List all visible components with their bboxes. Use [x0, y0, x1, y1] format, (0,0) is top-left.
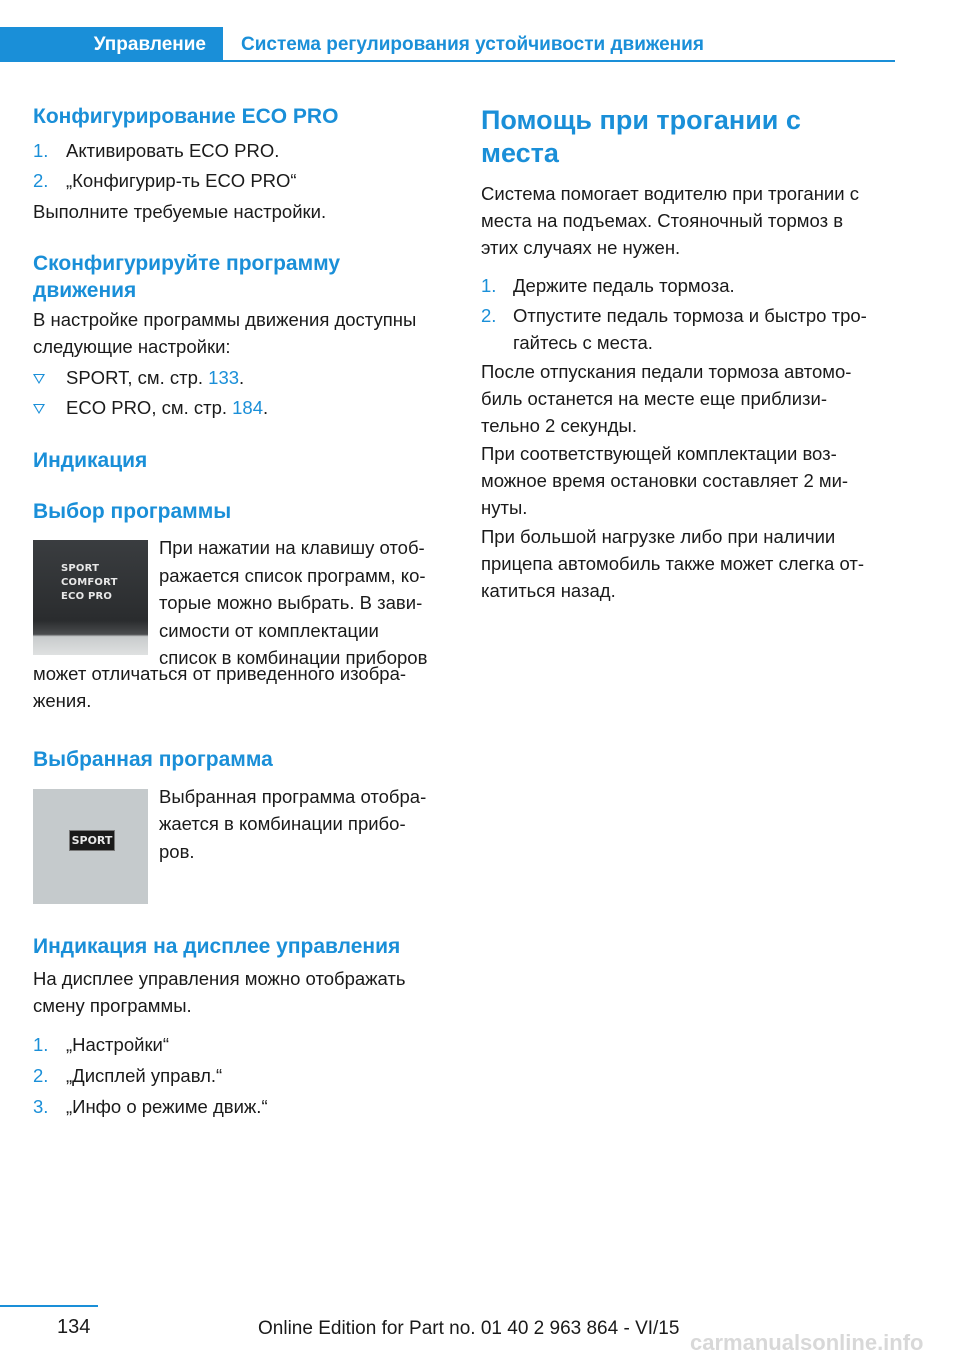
header-rule	[223, 60, 895, 62]
choice-text-line: ражается список программ, ко-	[159, 565, 426, 586]
eco-step-1: Активировать ECO PRO.	[66, 140, 280, 161]
option-sport: SPORT, см. стр. 133.	[66, 367, 245, 388]
para3-line: прицепа автомобиль также может слегка от-	[481, 553, 864, 574]
control-text-line: смену программы.	[33, 995, 192, 1016]
display-menu-item: ECO PRO	[61, 591, 113, 602]
control-step-3: „Инфо о режиме движ.“	[66, 1096, 268, 1117]
section-title[interactable]: Система регулирования устойчивости движения	[241, 34, 704, 55]
config-heading-line1: Сконфигурируйте программу	[33, 252, 341, 275]
choice-text-line: симости от комплектации	[159, 620, 379, 641]
bullet-triangle-icon	[33, 374, 45, 384]
control-step-2: „Дисплей управл.“	[66, 1065, 223, 1086]
step-number: 1.	[481, 275, 497, 296]
para2-line: При соответствующей комплектации воз-	[481, 443, 837, 464]
hill-start-heading-line1: Помощь при трогании с	[481, 105, 801, 135]
choice-text-line: При нажатии на клавишу отоб-	[159, 537, 425, 558]
selected-program-display-image	[33, 789, 148, 904]
para1-line: тельно 2 секунды.	[481, 415, 637, 436]
intro-line: этих случаях не нужен.	[481, 237, 681, 258]
para2-line: нуты.	[481, 497, 528, 518]
display-menu-item: COMFORT	[61, 577, 118, 588]
page-link-133[interactable]: 133	[208, 367, 240, 388]
choice-text-line: может отличаться от приведенного изобра-	[33, 663, 407, 684]
eco-note: Выполните требуемые настройки.	[33, 201, 327, 222]
program-list-display-image	[33, 540, 148, 655]
page-number-rule	[0, 1305, 98, 1307]
bullet-triangle-icon	[33, 404, 45, 414]
config-text-line1: В настройке программы движения доступны	[33, 309, 417, 330]
para2-line: можное время остановки составляет 2 ми-	[481, 470, 849, 491]
chapter-tab[interactable]: Управление	[0, 27, 223, 62]
eco-step-2: „Конфигурир-ть ECO PRO“	[66, 170, 297, 191]
control-display-heading: Индикация на дисплее управления	[33, 935, 401, 958]
para3-line: катиться назад.	[481, 580, 616, 601]
selected-program-heading: Выбранная программа	[33, 748, 273, 771]
watermark: carmanualsonline.info	[690, 1330, 924, 1355]
selected-text-line: ров.	[159, 841, 195, 862]
control-step-1: „Настройки“	[66, 1034, 170, 1055]
page-number: 134	[57, 1316, 91, 1338]
selected-text-line: Выбранная программа отобра-	[159, 786, 427, 807]
indication-heading: Индикация	[33, 449, 148, 472]
hill-start-heading-line2: места	[481, 138, 559, 168]
page-header	[0, 0, 895, 62]
choice-text-line: жения.	[33, 690, 92, 711]
hill-step-2-line1: Отпустите педаль тормоза и быстро тро-	[513, 305, 867, 326]
step-number: 2.	[481, 305, 497, 326]
choice-text-line: список в комбинации приборов	[159, 647, 428, 668]
para3-line: При большой нагрузке либо при наличии	[481, 526, 836, 547]
step-number: 2.	[33, 1065, 49, 1086]
edition-footer: Online Edition for Part no. 01 40 2 963 864 - VI/15	[258, 1318, 680, 1339]
program-choice-heading: Выбор программы	[33, 500, 232, 523]
choice-text-line: торые можно выбрать. В зави-	[159, 592, 423, 613]
config-heading-line2: движения	[33, 279, 137, 302]
intro-line: места на подъемах. Стояночный тормоз в	[481, 210, 844, 231]
page-link-184[interactable]: 184	[232, 397, 264, 418]
intro-line: Система помогает водителю при трогании с	[481, 183, 859, 204]
config-text-line2: следующие настройки:	[33, 336, 231, 357]
selected-text-line: жается в комбинации прибо-	[159, 813, 406, 834]
display-menu-item: SPORT	[61, 563, 100, 574]
step-number: 1.	[33, 1034, 49, 1055]
step-number: 1.	[33, 140, 49, 161]
option-eco-pro: ECO PRO, см. стр. 184.	[66, 397, 269, 418]
step-number: 2.	[33, 170, 49, 191]
control-text-line: На дисплее управления можно отображать	[33, 968, 406, 989]
hill-step-2-line2: гайтесь с места.	[513, 332, 653, 353]
hill-step-1: Держите педаль тормоза.	[513, 275, 735, 296]
eco-config-heading: Конфигурирование ECO PRO	[33, 105, 339, 128]
step-number: 3.	[33, 1096, 49, 1117]
para1-line: После отпускания педали тормоза автомо-	[481, 361, 852, 382]
para1-line: биль останется на месте еще приблизи-	[481, 388, 827, 409]
sport-badge: SPORT	[69, 830, 115, 851]
